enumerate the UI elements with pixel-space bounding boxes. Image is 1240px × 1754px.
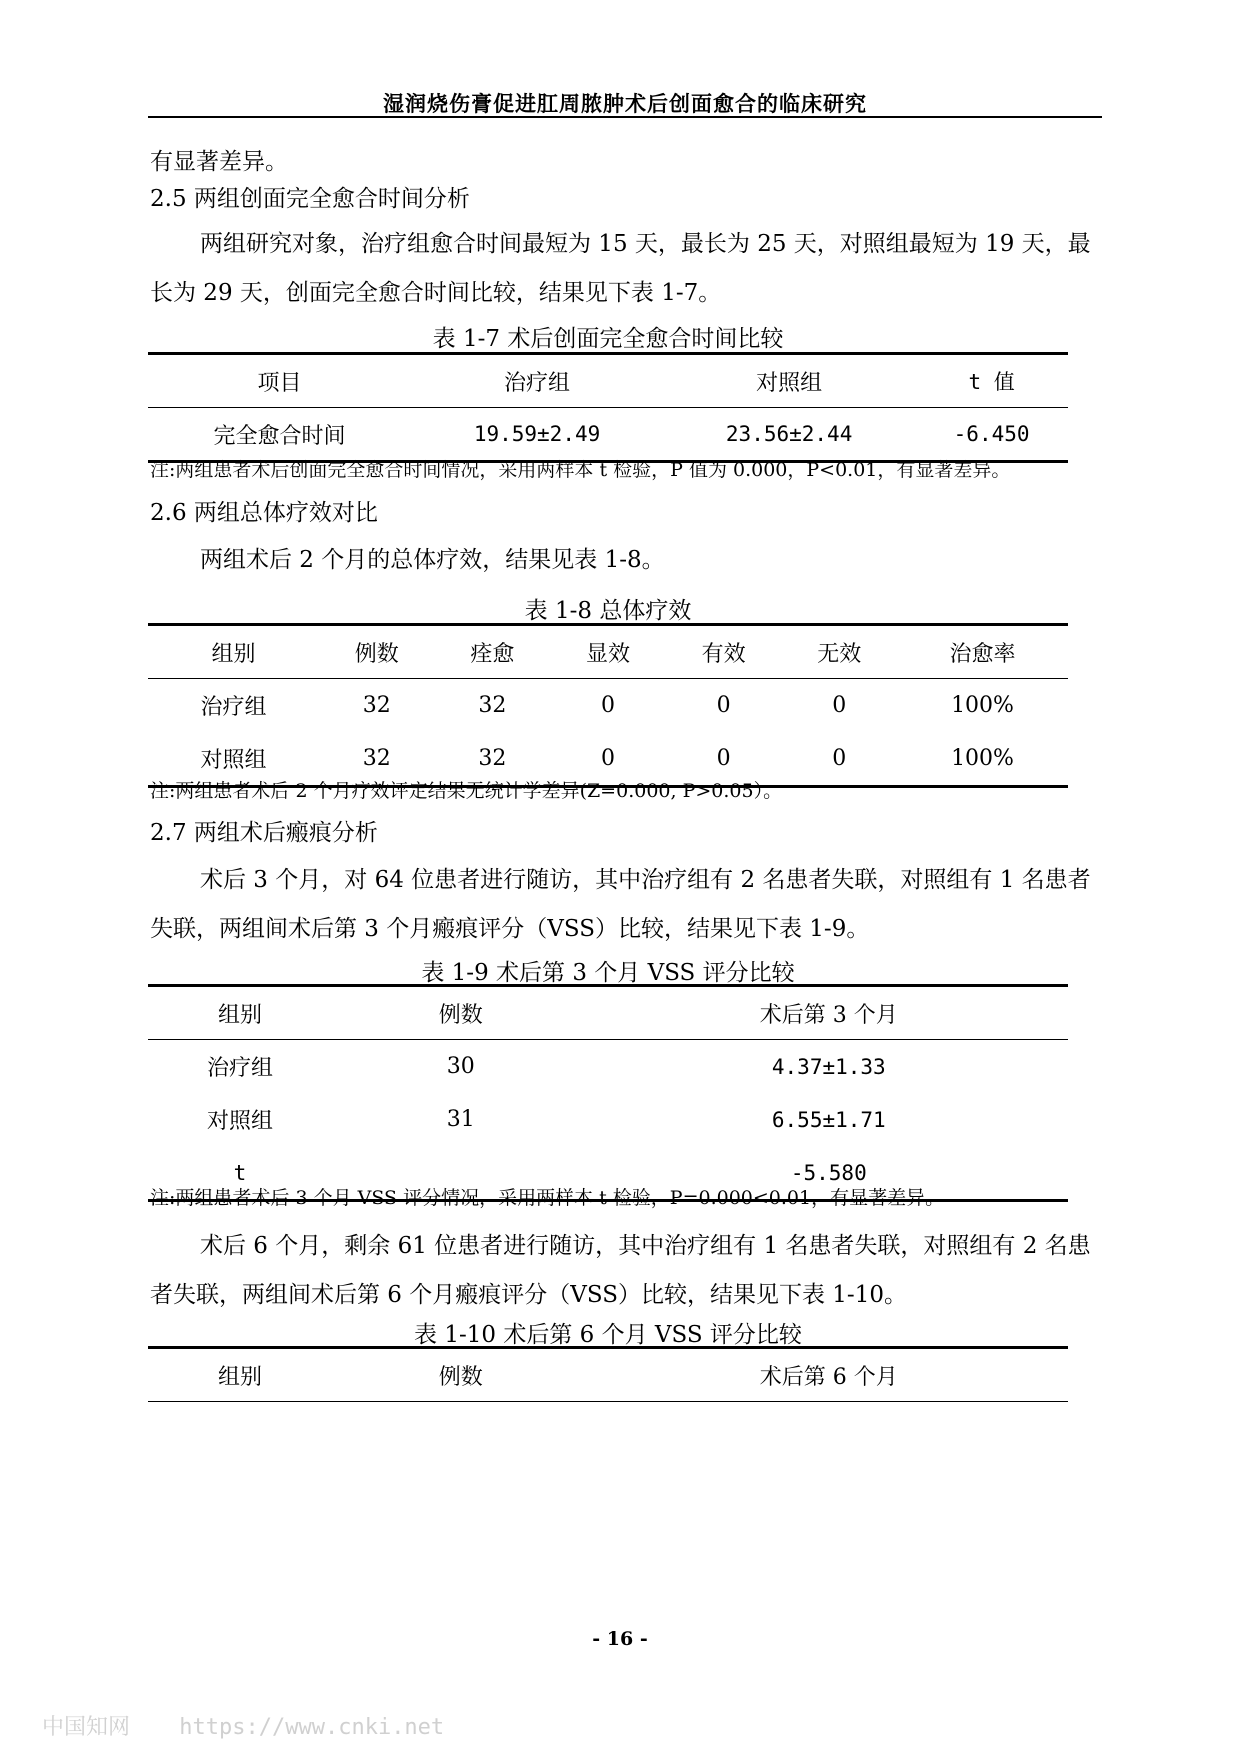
table-row [148,408,1068,462]
table-1-9-caption: 表 1-9 术后第 3 个月 VSS 评分比较 [421,960,795,986]
column-header: 术后第 6 个月 [759,1364,898,1390]
paragraph-2-7-a: 术后 3 个月，对 64 位患者进行随访，其中治疗组有 2 名患者失联，对照组有 1 名患者失联，两组间术后第 3 个月瘢痕评分（VSS）比较，结果见下表 1-9。 [150,867,1091,942]
column-header: 项目 [148,354,411,408]
header-rule [148,116,1102,118]
paragraph-continuation: 有显著差异。 [150,149,288,175]
table-row [148,679,1068,733]
section-heading-2-5: 2.5 两组创面完全愈合时间分析 [150,186,470,212]
column-header: 例数 [332,986,590,1040]
table-cell: 对照组 [206,1109,273,1134]
page-number: - 16 - [592,1628,648,1650]
section-heading-2-7: 2.7 两组术后瘢痕分析 [150,820,378,846]
table-cell: 32 [478,746,507,771]
table-cell: 治疗组 [206,1056,273,1081]
paragraph-2-7-b: 术后 6 个月，剩余 61 位患者进行随访，其中治疗组有 1 名患者失联，对照组有 2 名患者失联，两组间术后第 6 个月瘢痕评分（VSS）比较，结果见下表 1-10。 [150,1233,1091,1308]
table-cell: 完全愈合时间 [213,423,346,449]
table-cell: 治疗组 [200,695,267,720]
table-cell: 0 [832,746,847,771]
table-1-8-caption: 表 1-8 总体疗效 [524,598,692,624]
table-cell: 0 [832,693,847,718]
table-1-10 [148,1346,1068,1402]
table-cell: 30 [446,1054,475,1079]
table-cell: 对照组 [200,748,267,773]
section-heading-2-6: 2.6 两组总体疗效对比 [150,500,378,526]
table-header-row [148,354,1068,408]
table-cell: -5.580 [790,1160,867,1185]
watermark-url: https://www.cnki.net [179,1715,445,1740]
table-1-7-note: 注:两组患者术后创面完全愈合时间情况，采用两样本 t 检验，P 值为 0.000，P<0.01，有显著差异。 [150,459,1011,481]
table-row [148,1040,1068,1094]
column-header: 无效 [781,625,897,679]
column-header: 有效 [666,625,782,679]
table-1-8 [148,623,1068,788]
table-cell: -6.450 [953,422,1030,446]
table-header-row [148,986,1068,1040]
column-header: 例数 [438,1364,483,1390]
paragraph-2-6: 两组术后 2 个月的总体疗效，结果见表 1-8。 [200,547,665,573]
table-cell: 100% [951,746,1014,771]
column-header: t 值 [915,354,1068,408]
column-header: 显效 [550,625,666,679]
running-header: 湿润烧伤膏促进肛周脓肿术后创面愈合的临床研究 [383,91,867,116]
table-1-8-note: 注:两组患者术后 2 个月疗效评定结果无统计学差异(Z=0.000, P>0.05）。 [150,780,783,802]
column-header: 例数 [319,625,435,679]
column-header: 术后第 3 个月 [590,986,1068,1040]
column-header: 治愈率 [897,625,1068,679]
column-header: 组别 [148,986,332,1040]
table-cell: 32 [362,693,391,718]
paragraph-2-5: 两组研究对象，治疗组愈合时间最短为 15 天，最长为 25 天，对照组最短为 19 天，最长为 29 天，创面完全愈合时间比较，结果见下表 1-7。 [150,231,1091,306]
column-header: 组别 [148,625,319,679]
table-1-9-note: 注:两组患者术后 3 个月 VSS 评分情况，采用两样本 t 检验，P=0.000<0.01，有显著差异。 [150,1187,945,1209]
table-cell: 100% [951,693,1014,718]
table-cell: 0 [600,693,615,718]
table-1-7-caption: 表 1-7 术后创面完全愈合时间比较 [432,326,784,352]
column-header: 治疗组 [411,354,663,408]
table-1-7 [148,352,1068,463]
table-cell: 0 [716,693,731,718]
table-cell: 0 [600,746,615,771]
column-header: 对照组 [663,354,915,408]
table-cell: 32 [362,746,391,771]
table-cell: 23.56±2.44 [725,422,853,446]
table-cell: 6.55±1.71 [771,1107,886,1132]
table-cell: 32 [478,693,507,718]
table-cell: 31 [446,1107,475,1132]
column-header: 痊愈 [435,625,551,679]
table-1-10-caption: 表 1-10 术后第 6 个月 VSS 评分比较 [414,1322,802,1348]
table-cell: 19.59±2.49 [473,422,601,446]
table-row [148,1093,1068,1146]
table-cell: 0 [716,746,731,771]
table-1-9 [148,984,1068,1202]
table-header-row [148,625,1068,679]
cnki-watermark [42,1710,444,1741]
watermark-logo: 中国知网 [42,1715,131,1740]
table-header-row [148,1348,1068,1402]
table-cell: 4.37±1.33 [771,1054,886,1079]
column-header: 组别 [217,1364,262,1390]
table-cell: t [233,1160,247,1185]
